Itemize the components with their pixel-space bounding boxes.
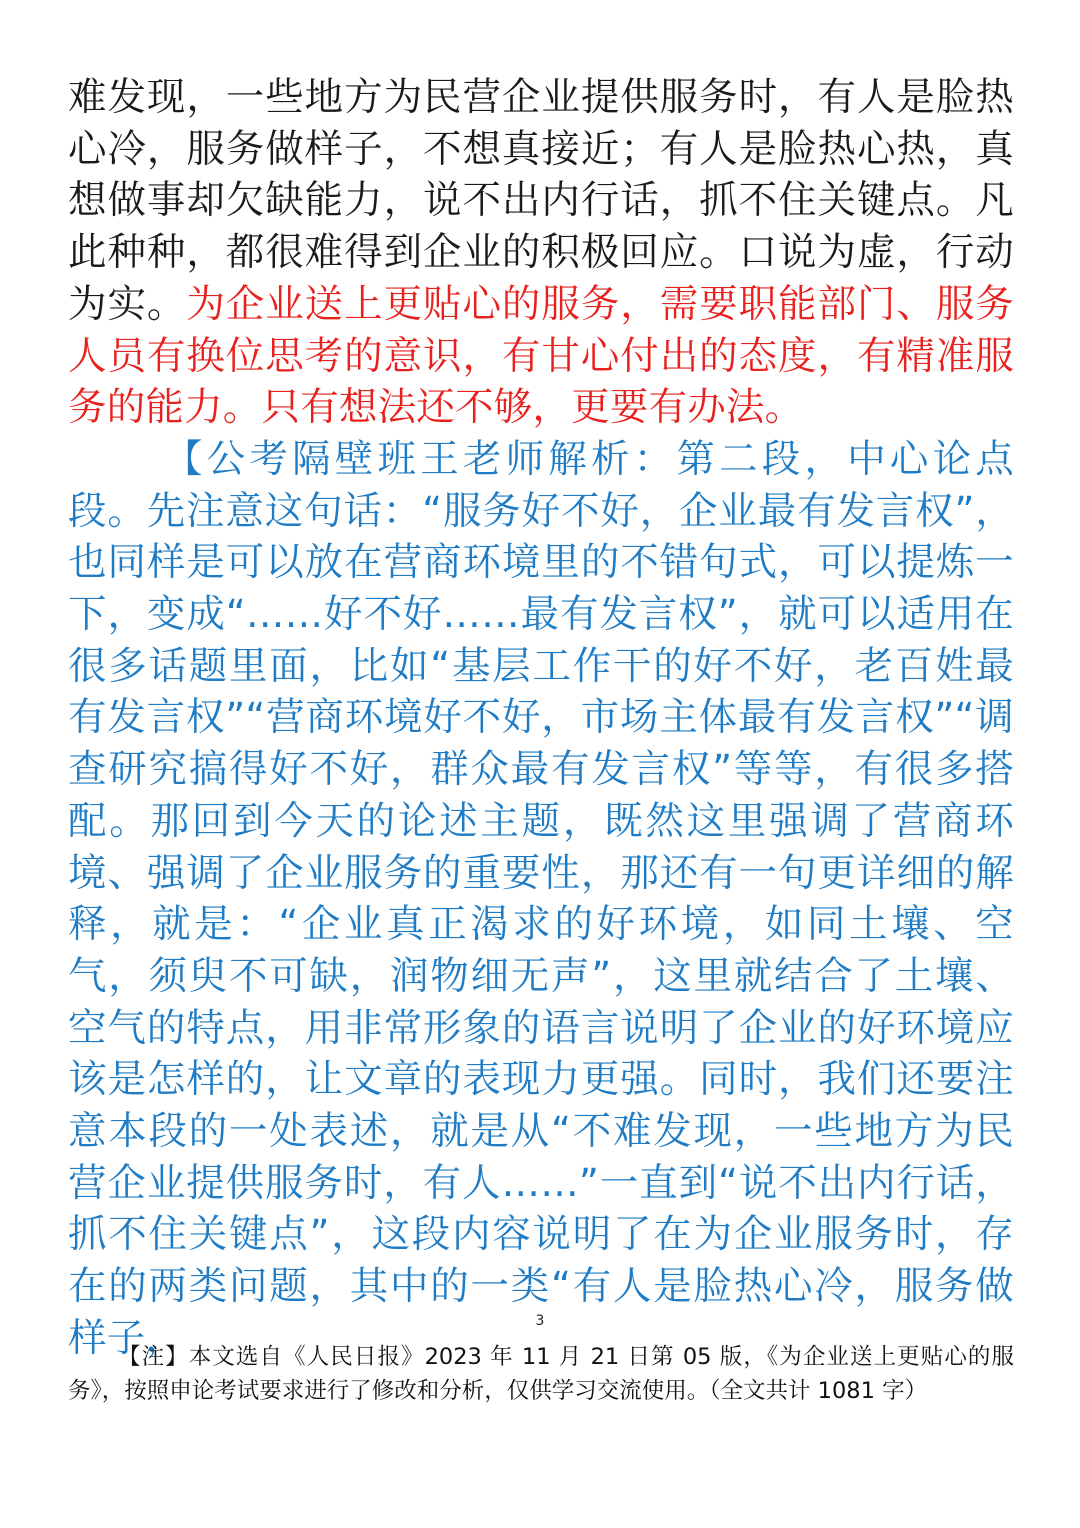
paragraph-1-red-highlight: 为企业送上更贴心的服务，需要职能部门、服务人员有换位思考的意识，有甘心付出的态度，有精准服务的能力。只有想法还不够，更要有办法。 bbox=[68, 281, 1014, 431]
paragraph-1 bbox=[68, 72, 1014, 434]
analysis-blue-text: 【公考隔壁班王老师解析：第二段，中心论点段。先注意这句话：“服务好不好，企业最有发言权”，也同样是可以放在营商环境里的不错句式，可以提炼一下，变成“……好不好……最有发言权”，就可以适用在很多话题里面，比如“基层工作干的好不好，老百姓最有发言权”“营商环境好不好，市场主体最有发言权”“调查研究搞得好不好，群众最有发言权”等等，有很多搭配。那回到今天的论述主题，既然这里强调了营商环境、强调了企业服务的重要性，那还有一句更详细的解释，就是：“企业真正渴求的好环境，如同土壤、空气，须臾不可缺，润物细无声”，这里就结合了土壤、空气的特点，用非常形象的语言说明了企业的好环境应该是怎样的，让文章的表现力更强。同时，我们还要注意本段的一处表述，就是从“不难发现，一些地方为民营企业提供服务时，有人……”一直到“说不出内行话，抓不住关键点”，这段内容说明了在为企业服务时，存在的两类问题，其中的一类“有人是脸热心冷，服务做样子， bbox=[68, 436, 1014, 1361]
paragraph-1-black-text: 难发现，一些地方为民营企业提供服务时，有人是脸热心冷，服务做样子，不想真接近；有人是脸热心热，真想做事却欠缺能力，说不出内行话，抓不住关键点。凡此种种，都很难得到企业的积极回应。口说为虚，行动为实。 bbox=[68, 75, 1014, 327]
body-text bbox=[68, 72, 1014, 1365]
page-number: 3 bbox=[535, 1313, 545, 1329]
footnote-text: 【注】本文选自《人民日报》2023 年 11 月 21 日第 05 版，《为企业送上更贴心的服务》，按照申论考试要求进行了修改和分析，仅供学习交流使用。（全文共计 1081 字） bbox=[68, 1344, 1014, 1404]
footnote bbox=[68, 1340, 1014, 1408]
analysis-paragraph bbox=[68, 434, 1014, 1365]
